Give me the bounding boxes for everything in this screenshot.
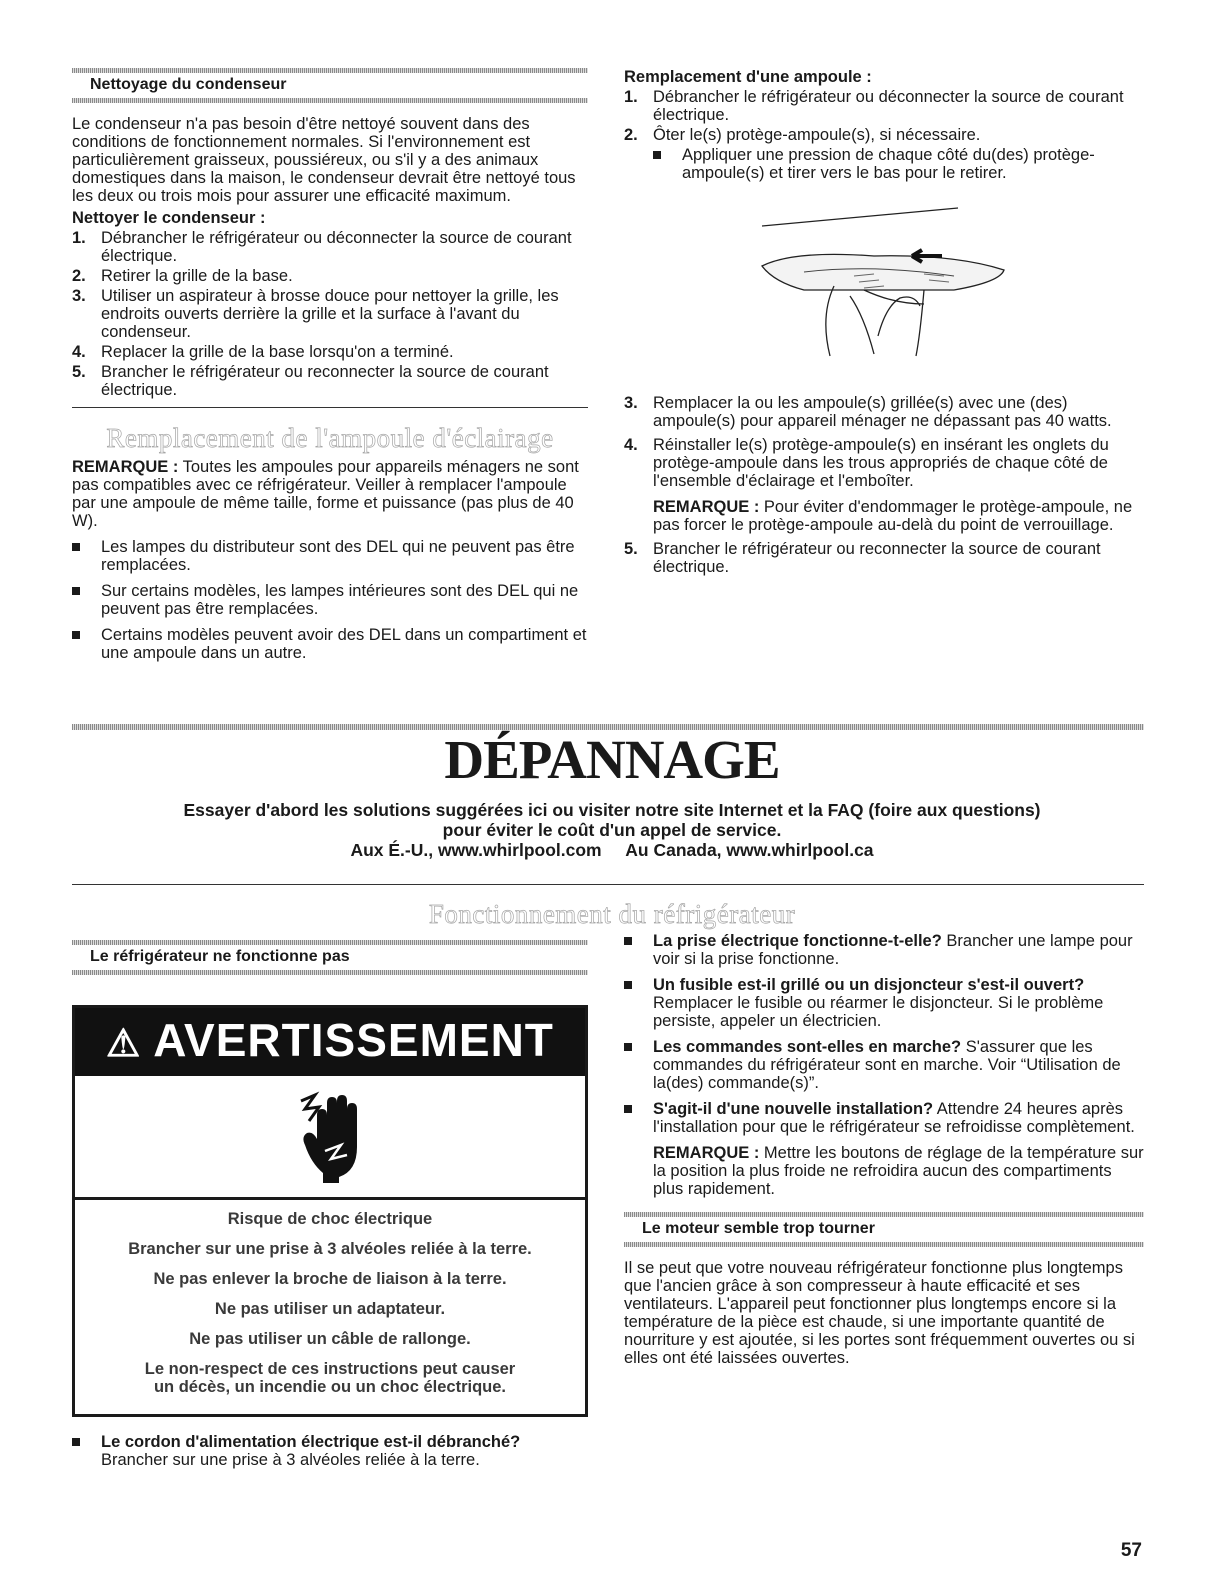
left-column-bottom <box>72 940 588 1469</box>
fridge-section-title: Fonctionnement du réfrigérateur <box>428 899 796 929</box>
list-item: Les lampes du distributeur sont des DEL qui ne peuvent pas être remplacées. <box>72 538 588 574</box>
warning-triangle-icon: ⚠ <box>106 1023 142 1065</box>
cord-check <box>72 1433 588 1469</box>
condenser-intro: Le condenseur n'a pas besoin d'être nettoyé souvent dans des conditions de fonctionnement normales. Si l'environnement est particulièrement graisseux, poussiéreux, ou s'il y a des animaux domestiques dans la maison, le condenseur devrait être nettoyé tous les deux ou trois mois pour assurer une efficacité maximum. <box>72 115 576 205</box>
list-item: 3. Utiliser un aspirateur à brosse douce pour nettoyer la grille, les endroits ouverts derrière la grille et la surface à l'avant du condenseur. <box>72 287 559 341</box>
list-item: 1. Débrancher le réfrigérateur ou déconnecter la source de courant électrique. <box>72 229 572 265</box>
checks-remarque: REMARQUE : Mettre les boutons de réglage de la température sur la position la plus froide ne refroidira aucun des compartiments plus rapidement. <box>653 1144 1144 1198</box>
list-item: Un fusible est-il grillé ou un disjoncteur s'est-il ouvert? Remplacer le fusible ou réarmer le disjoncteur. Si le problème persiste, appeler un électricien. <box>624 976 1144 1030</box>
right-column-bottom <box>624 926 1144 1367</box>
right-column-top <box>624 68 1144 576</box>
electric-shock-icon <box>75 1076 585 1200</box>
warning-text <box>75 1200 585 1414</box>
list-item: 1. Débrancher le réfrigérateur ou déconnecter la source de courant électrique. <box>624 88 1124 124</box>
replace-heading: Remplacement d'une ampoule : <box>624 68 872 86</box>
left-column-top <box>72 68 588 662</box>
motor-text: Il se peut que votre nouveau réfrigérateur fonctionne plus longtemps que l'ancien grâce à son compresseur à haute efficacité et ses ventilateurs. L'appareil peut fonctionner plus longtemps encore si la température de la pièce est chaude, si une importante quantité de nourriture y est ajoutée, si les portes sont fréquemment ouvertes ou si elles ont été laissées ouvertes. <box>624 1259 1135 1367</box>
warning-line: Brancher sur une prise à 3 alvéoles reliée à la terre. <box>128 1240 532 1258</box>
list-item: 2. Ôter le(s) protège-ampoule(s), si nécessaire. Appliquer une pression de chaque côté du(des) protège-ampoule(s) et tirer vers le bas pour le retirer. <box>624 126 1144 182</box>
condenser-heading: Nettoyage du condenseur <box>72 68 588 103</box>
list-item: S'agit-il d'une nouvelle installation? Attendre 24 heures après l'installation pour que le réfrigérateur se refroidisse complètement. REMARQUE : Mettre les boutons de réglage de la température sur la position la plus froide ne refroidira aucun des compartiments plus rapidement. <box>624 1100 1144 1198</box>
divider <box>72 407 588 408</box>
warning-line: Risque de choc électrique <box>227 1210 433 1228</box>
list-item: Sur certains modèles, les lampes intérieures sont des DEL qui ne peuvent pas être remplacées. <box>72 582 588 618</box>
divider <box>72 884 1144 885</box>
troubleshooting-intro: Essayer d'abord les solutions suggérées ici ou visiter notre site Internet et la FAQ (foire aux questions) pour éviter le coût d'un appel de service. Aux É.-U., www.whirlpool.com Au Canada, www.whirlpool.ca <box>183 800 1041 860</box>
list-item: 2. Retirer la grille de la base. <box>72 267 293 285</box>
replace-steps-a <box>624 88 1144 182</box>
bulb-cover-illustration <box>624 186 1144 386</box>
not-working-heading: Le réfrigérateur ne fonctionne pas <box>72 940 588 975</box>
replace-steps-b <box>624 394 1144 576</box>
list-item: Appliquer une pression de chaque côté du(des) protège-ampoule(s) et tirer vers le bas pour le retirer. <box>653 146 1144 182</box>
clean-steps <box>72 229 588 399</box>
warning-line: Le non-respect de ces instructions peut causer un décès, un incendie ou un choc électrique. <box>144 1360 516 1396</box>
warning-header: ⚠ AVERTISSEMENT <box>75 1008 585 1076</box>
warning-line: Ne pas utiliser un adaptateur. <box>214 1300 446 1318</box>
bulb-remarque: REMARQUE : Toutes les ampoules pour appareils ménagers ne sont pas compatibles avec ce réfrigérateur. Veiller à remplacer l'ampoule par une ampoule de même taille, forme et puissance (pas plus de 40 W). <box>72 458 579 530</box>
replace-remarque: REMARQUE : Pour éviter d'endommager le protège-ampoule, ne pas forcer le protège-ampoule au-delà du point de verrouillage. <box>653 498 1133 534</box>
clean-subheading: Nettoyer le condenseur : <box>72 209 266 227</box>
list-item: Les commandes sont-elles en marche? S'assurer que les commandes du réfrigérateur sont en marche. Voir “Utilisation de la(des) commande(s)”. <box>624 1038 1144 1092</box>
list-item: La prise électrique fonctionne-t-elle? Brancher une lampe pour voir si la prise fonctionne. <box>624 932 1144 968</box>
check-list <box>624 932 1144 1198</box>
list-item: 5. Brancher le réfrigérateur ou reconnecter la source de courant électrique. <box>72 363 549 399</box>
bulb-bullets <box>72 538 588 662</box>
warning-box <box>72 1005 588 1417</box>
motor-heading: Le moteur semble trop tourner <box>624 1212 1144 1247</box>
list-item: 3. Remplacer la ou les ampoule(s) grillée(s) avec une (des) ampoule(s) pour appareil ménager ne dépassant pas 40 watts. <box>624 394 1112 430</box>
list-item: 4. Replacer la grille de la base lorsqu'on a terminé. <box>72 343 454 361</box>
list-item: Le cordon d'alimentation électrique est-il débranché? Brancher sur une prise à 3 alvéoles reliée à la terre. <box>72 1433 588 1469</box>
list-item: 4. Réinstaller le(s) protège-ampoule(s) en insérant les onglets du protège-ampoule dans les trous appropriés de chaque côté de l'ensemble d'éclairage et l'emboîter. REMARQUE : Pour éviter d'endommager le protège-ampoule, ne pas forcer le protège-ampoule au-delà du point de verrouillage. <box>624 436 1144 534</box>
list-item: Certains modèles peuvent avoir des DEL dans un compartiment et une ampoule dans un autre. <box>72 626 588 662</box>
page-title: DÉPANNAGE <box>444 729 780 790</box>
bulb-section-title: Remplacement de l'ampoule d'éclairage <box>106 423 554 453</box>
warning-line: Ne pas enlever la broche de liaison à la terre. <box>153 1270 507 1288</box>
page-number: 57 <box>1120 1540 1142 1561</box>
warning-line: Ne pas utiliser un câble de rallonge. <box>189 1330 471 1348</box>
list-item: 5. Brancher le réfrigérateur ou reconnecter la source de courant électrique. <box>624 540 1101 576</box>
